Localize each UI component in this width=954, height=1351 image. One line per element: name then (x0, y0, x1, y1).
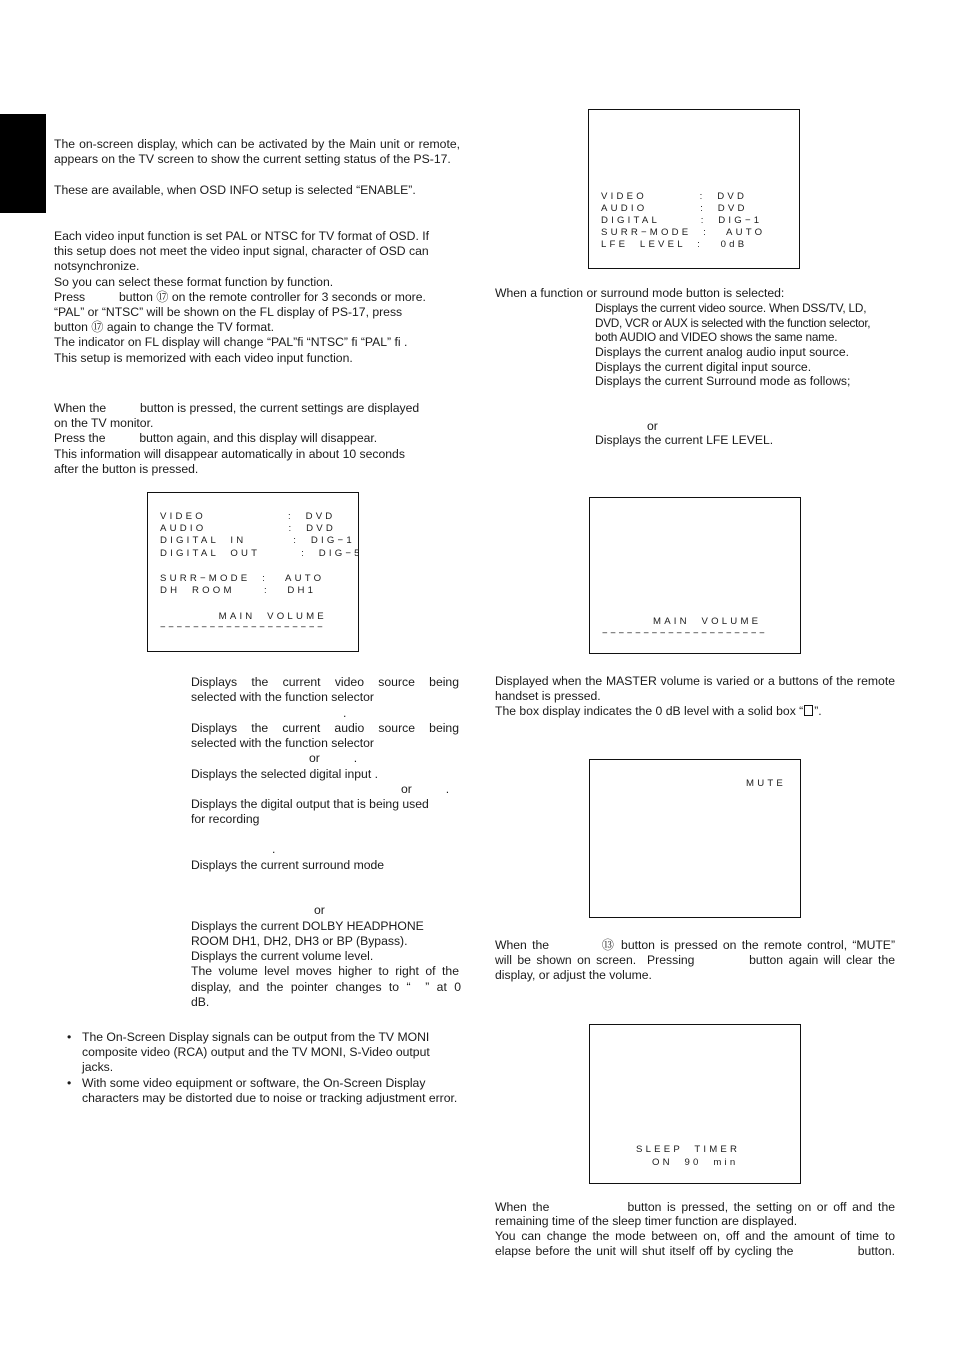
func-line: or (647, 419, 658, 433)
status-line: This information will disappear automatically in about 10 seconds (54, 447, 405, 461)
sleep-line: elapse before the unit will shut itself off by cycling the button. (495, 1244, 895, 1258)
format-line: this setup does not meet the video input signal, character of OSD can (54, 244, 429, 258)
func-line: both AUDIO and VIDEO shows the same name. (595, 330, 838, 344)
desc-line: for recording (191, 812, 260, 826)
notes-list (54, 1030, 464, 1106)
volume-box-description (495, 704, 905, 719)
format-line: This setup is memorized with each video input function. (54, 351, 353, 365)
volume-box-text: The box display indicates the 0 dB level with a solid box “ (495, 704, 804, 718)
language-tab (0, 114, 46, 213)
volume-box-text-end: ”. (814, 704, 822, 718)
osd-sleep-screen (589, 1024, 801, 1184)
osd-line: MUTE (746, 778, 786, 789)
osd-line: SURR−MODE : AUTO (601, 227, 766, 238)
func-line: Displays the current Surround mode as follows; (595, 374, 851, 388)
sleep-line: remaining time of the sleep timer function are displayed. (495, 1214, 798, 1228)
desc-line: The volume level moves higher to right of the (191, 964, 459, 978)
func-line: Displays the current LFE LEVEL. (595, 433, 774, 447)
desc-line: or (314, 903, 325, 917)
format-line: button ⑰ again to change the TV format. (54, 320, 274, 334)
status-line: Press the button again, and this display will disappear. (54, 431, 378, 445)
desc-line: Displays the selected digital input . (191, 767, 378, 781)
osd-line: DH ROOM : DH1 (160, 585, 317, 596)
osd-line: SLEEP TIMER (636, 1144, 741, 1155)
note-item: • The On-Screen Display signals can be output from the TV MONI composite video (RCA) output and the TV MONI, S-Video output jacks. (54, 1030, 464, 1076)
osd-line: AUDIO : DVD (160, 523, 336, 534)
sleep-line: You can change the mode between on, off and the amount of time to (495, 1229, 895, 1243)
desc-line: or . (401, 782, 450, 796)
desc-line: display, and the pointer changes to “ ” at 0 (191, 980, 461, 994)
desc-line: selected with the function selector (191, 736, 374, 750)
desc-line: dB. (191, 995, 210, 1009)
format-line: Each video input function is set PAL or NTSC for TV format of OSD. If (54, 229, 430, 243)
format-line: notsynchronize. (54, 259, 140, 273)
osd-mute-screen (589, 759, 801, 918)
osd-line: MAIN VOLUME (653, 616, 762, 627)
intro-osd-info: These are available, when OSD INFO setup is selected “ENABLE”. (54, 183, 416, 197)
format-line: “PAL” or “NTSC” will be shown on the FL display of PS-17, press (54, 305, 403, 319)
osd-line: DIGITAL : DIG−1 (601, 215, 763, 226)
sleep-line: When the button is pressed, the setting on or off and the (495, 1200, 895, 1214)
desc-line: ROOM DH1, DH2, DH3 or BP (Bypass). (191, 934, 408, 948)
desc-line: Displays the current audio source being (191, 721, 459, 735)
osd-function-screen (588, 109, 800, 269)
osd-line: DIGITAL OUT : DIG−5 (160, 548, 363, 559)
osd-line: VIDEO : DVD (601, 191, 748, 202)
solid-box-icon (804, 705, 813, 716)
mute-line: When the ⑬ button is pressed on the remote control, “MUTE” (495, 938, 895, 952)
osd-line: ON 90 min (652, 1157, 739, 1168)
func-line: Displays the current analog audio input source. (595, 345, 850, 359)
note-item: • With some video equipment or software, the On-Screen Display characters may be distorted due to noise or tracking adjustment error. (54, 1076, 464, 1106)
desc-line: . (272, 842, 276, 856)
desc-line: Displays the current surround mode (191, 858, 385, 872)
func-line: DVD, VCR or AUX is selected with the function selector, (595, 316, 871, 330)
status-line: When the button is pressed, the current settings are displayed (54, 401, 420, 415)
osd-volume-bar: − − − − − − − − − − − − − − − − − − − − (160, 622, 323, 633)
status-line: on the TV monitor. (54, 416, 154, 430)
status-line: after the button is pressed. (54, 462, 199, 476)
func-line: When a function or surround mode button is selected: (495, 286, 785, 300)
func-line: Displays the current video source. When DSS/TV, LD, (595, 301, 867, 315)
desc-line: Displays the digital output that is being used (191, 797, 429, 811)
osd-line: VIDEO : DVD (160, 511, 336, 522)
osd-line: AUDIO : DVD (601, 203, 748, 214)
desc-line: Displays the current DOLBY HEADPHONE (191, 919, 424, 933)
osd-line: LFE LEVEL : 0dB (601, 239, 748, 250)
format-line: So you can select these format function by function. (54, 275, 334, 289)
osd-volume-bar: − − − − − − − − − − − − − − − − − − − − (602, 628, 765, 639)
osd-line: DIGITAL IN : DIG−1 (160, 535, 355, 546)
osd-volume-screen (589, 497, 801, 654)
mute-line: display, or adjust the volume. (495, 968, 652, 982)
func-line: Displays the current digital input source. (595, 360, 812, 374)
mute-line: will be shown on screen. Pressing button again will clear the (495, 953, 895, 967)
format-line: Press button ⑰ on the remote controller for 3 seconds or more. (54, 290, 426, 304)
intro-paragraph: The on-screen display, which can be activated by the Main unit or remote, appears on the TV screen to show the current setting status of the PS-17. (54, 137, 460, 167)
format-line: The indicator on FL display will change “PAL”ﬁ “NTSC” ﬁ “PAL” ﬁ . (54, 335, 408, 349)
desc-line: Displays the current video source being (191, 675, 459, 689)
osd-main-screen (147, 492, 363, 652)
desc-line: or . (309, 751, 358, 765)
desc-line: . (343, 706, 347, 720)
desc-line: selected with the function selector (191, 690, 374, 704)
volume-description: Displayed when the MASTER volume is varied or a buttons of the remote handset is pressed. (495, 674, 895, 704)
osd-line: SURR−MODE : AUTO (160, 573, 325, 584)
desc-line: Displays the current volume level. (191, 949, 374, 963)
osd-line: MAIN VOLUME (160, 611, 327, 622)
